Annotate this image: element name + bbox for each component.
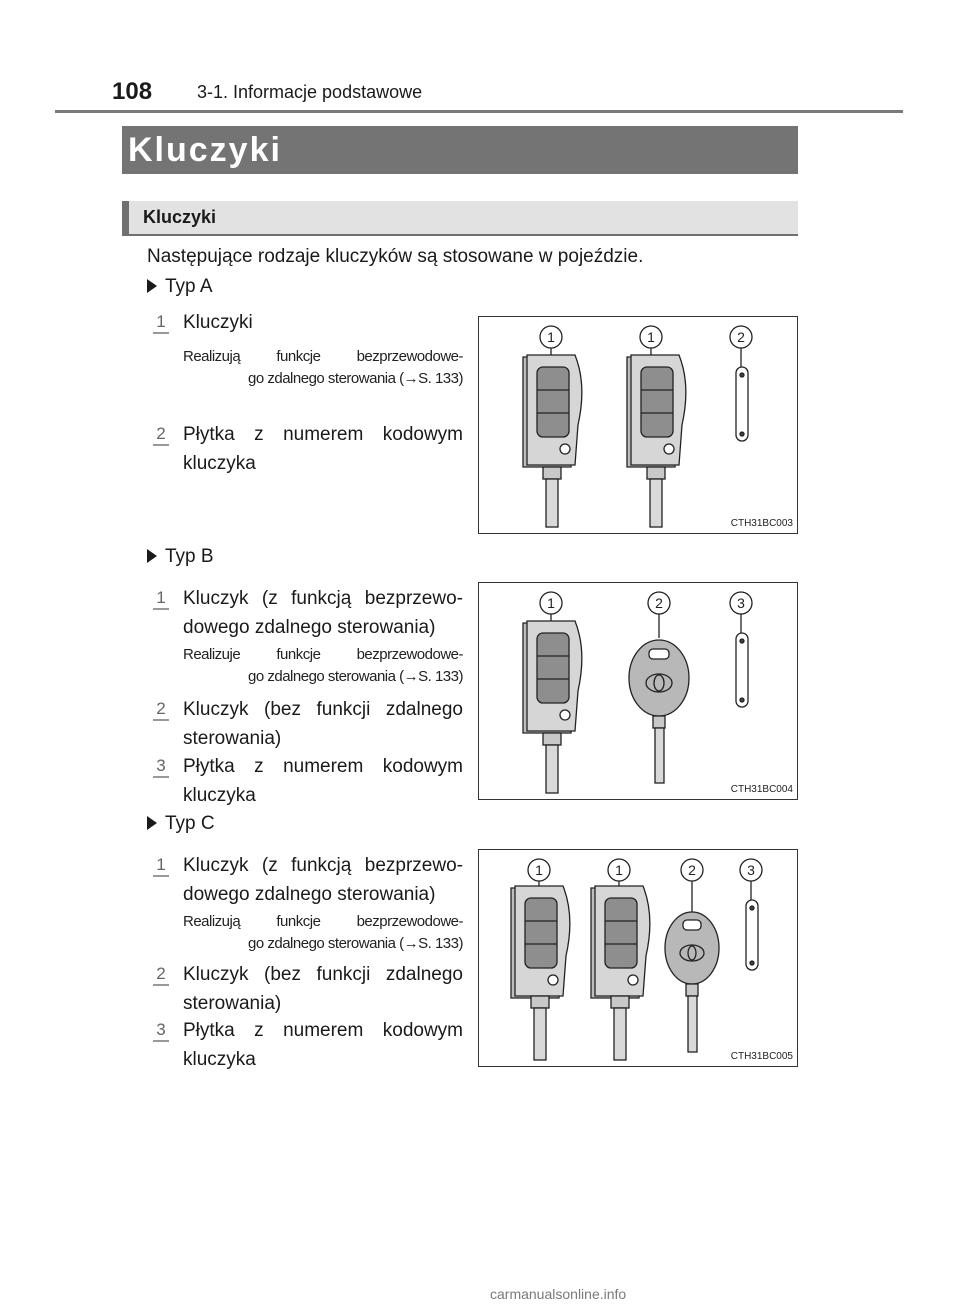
type-a-item-2-line-1: Płytka z numerem kodowym (183, 424, 463, 445)
section-title: 3-1. Informacje podstawowe (197, 82, 423, 102)
figure-code: CTH31BC004 (730, 784, 793, 795)
type-c-item-1-line-2: dowego zdalnego sterowania) (183, 884, 436, 905)
callout-3: 3 (747, 862, 755, 878)
type-c-heading (147, 813, 215, 835)
keys-illustration-c (479, 850, 799, 1068)
type-b-item-1-line-1: Kluczyk (z funkcją bezprzewo- (183, 588, 463, 609)
subtitle-bar (122, 201, 798, 236)
type-b-item-2-line-2: sterowania) (183, 728, 282, 749)
marker-2: 2 (153, 699, 169, 721)
figure-type-b (478, 582, 798, 800)
type-c-label: Typ C (165, 813, 215, 834)
marker-1: 1 (153, 588, 169, 610)
triangle-bullet-icon (147, 279, 157, 293)
type-a-item-2-line-2: kluczyka (183, 453, 256, 474)
callout-1: 1 (547, 595, 555, 611)
callout-1b: 1 (615, 862, 623, 878)
key-number-plate-icon (736, 633, 748, 707)
figure-type-c (478, 849, 798, 1067)
keys-illustration-a (479, 317, 799, 535)
type-c-note-line-1: Realizują funkcje bezprzewodowe- (183, 913, 463, 930)
type-b-heading (147, 546, 214, 568)
marker-2: 2 (153, 424, 169, 446)
type-c-item-3-line-2: kluczyka (183, 1049, 256, 1070)
plain-key-icon (665, 912, 719, 1052)
type-c-item-2-line-2: sterowania) (183, 993, 282, 1014)
page-number: 108 (112, 78, 153, 105)
callout-1b: 1 (647, 329, 655, 345)
type-a-heading (147, 276, 213, 298)
type-a-note-line-2: go zdalnego sterowania (→S. 133) (248, 370, 463, 387)
type-a-note-line-1: Realizują funkcje bezprzewodowe- (183, 348, 463, 365)
figure-code: CTH31BC005 (730, 1051, 793, 1062)
figure-code: CTH31BC003 (730, 518, 793, 529)
intro-text: Następujące rodzaje kluczyków są stosowane w pojeździe. (147, 246, 644, 267)
callout-2: 2 (737, 329, 745, 345)
triangle-bullet-icon (147, 816, 157, 830)
key-number-plate-icon (746, 900, 758, 970)
marker-1: 1 (153, 312, 169, 334)
header-rule (55, 110, 903, 113)
flip-key-icon (511, 886, 570, 1060)
type-b-item-1-line-2: dowego zdalnego sterowania) (183, 617, 436, 638)
page-title: Kluczyki (128, 131, 282, 169)
subtitle: Kluczyki (143, 207, 217, 227)
type-a-label: Typ A (165, 276, 213, 297)
type-c-item-2-line-1: Kluczyk (bez funkcji zdalnego (183, 964, 463, 985)
type-b-note-line-2: go zdalnego sterowania (→S. 133) (248, 668, 463, 685)
callout-2: 2 (688, 862, 696, 878)
callout-3: 3 (737, 595, 745, 611)
key-number-plate-icon (736, 367, 748, 441)
type-c-item-3-line-1: Płytka z numerem kodowym (183, 1020, 463, 1041)
page-title-bar (122, 126, 798, 174)
flip-key-icon (523, 355, 582, 527)
callout-1a: 1 (535, 862, 543, 878)
marker-3: 3 (153, 1020, 169, 1042)
type-b-item-3-line-1: Płytka z numerem kodowym (183, 756, 463, 777)
flip-key-icon (591, 886, 650, 1060)
flip-key-icon (523, 621, 582, 793)
marker-1: 1 (153, 855, 169, 877)
marker-2: 2 (153, 964, 169, 986)
type-b-item-2-line-1: Kluczyk (bez funkcji zdalnego (183, 699, 463, 720)
marker-3: 3 (153, 756, 169, 778)
callout-2: 2 (655, 595, 663, 611)
type-b-item-3-line-2: kluczyka (183, 785, 256, 806)
plain-key-icon (629, 640, 689, 783)
type-a-item-1: Kluczyki (183, 312, 253, 333)
type-c-item-1-line-1: Kluczyk (z funkcją bezprzewo- (183, 855, 463, 876)
watermark: carmanualsonline.info (490, 1286, 627, 1302)
figure-type-a (478, 316, 798, 534)
flip-key-icon (627, 355, 686, 527)
type-c-note-line-2: go zdalnego sterowania (→S. 133) (248, 935, 463, 952)
keys-illustration-b (479, 583, 799, 801)
type-b-label: Typ B (165, 546, 214, 567)
callout-1a: 1 (547, 329, 555, 345)
triangle-bullet-icon (147, 549, 157, 563)
type-b-note-line-1: Realizuje funkcje bezprzewodowe- (183, 646, 463, 663)
